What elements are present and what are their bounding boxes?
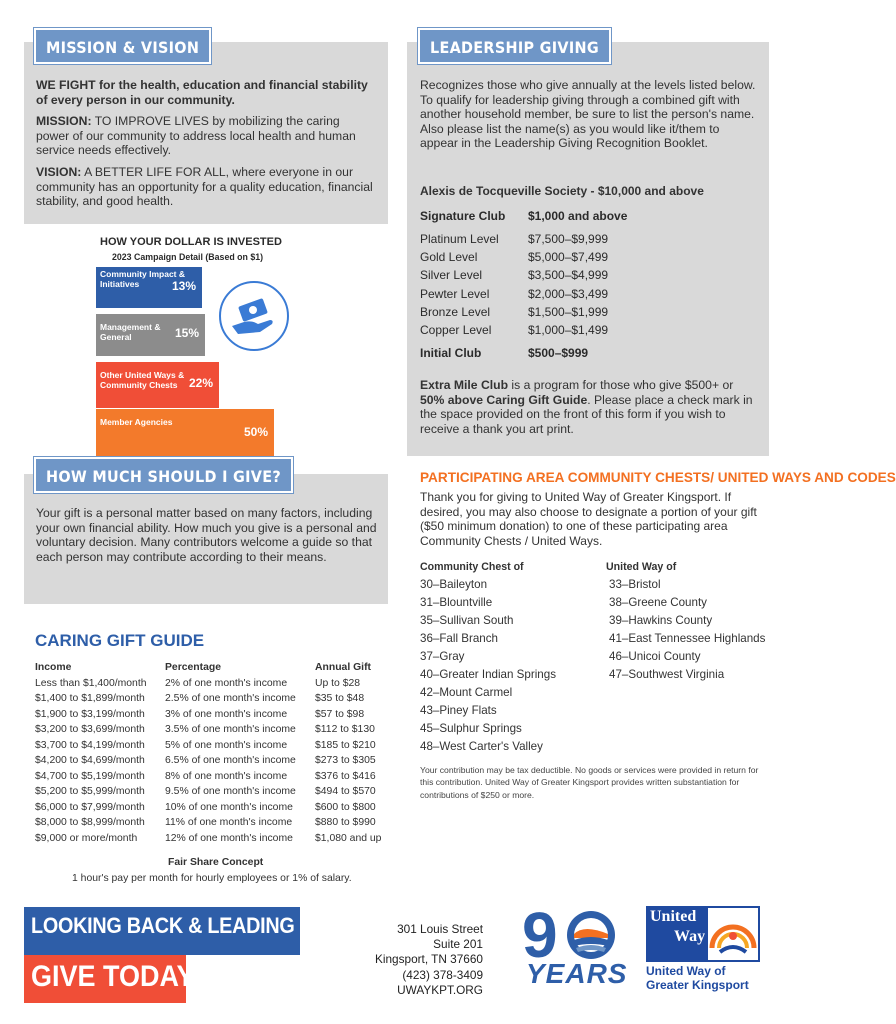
chest-item: 48–West Carter's Valley (420, 740, 543, 753)
initial-club-range: $500–$999 (528, 346, 589, 360)
chest-item: 45–Sulphur Springs (420, 722, 522, 735)
chest-item: 46–Unicoi County (609, 650, 701, 663)
bar-1 (96, 314, 205, 356)
leader-intro: Recognizes those who give annually at the levels listed below. To qualify for leadership giving through a combined gift with another household member, be sure to list the person's name. Also please list the name(s) as you would like it/them to appear in the Leadership Giving Recognition Booklet. (420, 78, 756, 151)
uw-logo-word-1: United (650, 908, 697, 925)
guide-cell: 10% of one month's income (165, 801, 293, 813)
extra-mile-bold: 50% above Caring Gift Guide (420, 392, 588, 407)
guide-row (35, 800, 395, 816)
united-way-logo (646, 906, 760, 962)
guide-cell: 5% of one month's income (165, 739, 288, 751)
bar-0 (96, 267, 202, 308)
guide-cell: $3,700 to $4,199/month (35, 739, 145, 751)
header-percentage: Percentage (165, 662, 222, 673)
guide-cell: 2% of one month's income (165, 677, 288, 689)
guide-cell: $35 to $48 (315, 693, 365, 704)
gift-guide-table (35, 660, 395, 846)
participating-title: PARTICIPATING AREA COMMUNITY CHESTS/ UNITED WAYS AND CODES (420, 470, 896, 485)
extra-mile-title: Extra Mile Club (420, 378, 509, 392)
chest-item: 41–East Tennessee Highlands (609, 632, 766, 645)
guide-cell: $112 to $130 (315, 724, 375, 735)
community-chest-list (420, 576, 556, 756)
bar-label: Management & General (100, 322, 161, 342)
mission-statement (36, 114, 376, 158)
level-name: Silver Level (420, 268, 483, 283)
guide-cell: $494 to $570 (315, 786, 376, 797)
guide-cell: Up to $28 (315, 677, 361, 689)
level-name: Platinum Level (420, 232, 499, 246)
signature-club (420, 207, 627, 225)
guide-row (35, 815, 395, 831)
chest-item: 42–Mount Carmel (420, 686, 513, 699)
chest-item: 38–Greene County (609, 596, 707, 609)
guide-row (35, 784, 395, 800)
guide-cell: $273 to $305 (315, 755, 376, 766)
fight-statement: WE FIGHT for the health, education and financial stability of every person in our community. (36, 78, 368, 107)
guide-cell: 6.5% of one month's income (165, 755, 296, 766)
vision-label: VISION: (36, 164, 82, 179)
bar-value: 50% (243, 425, 268, 439)
mission-tab: MISSION & VISION (34, 28, 211, 64)
chest-item: 33–Bristol (609, 578, 661, 591)
col1-head: Community Chest of (420, 561, 524, 573)
level-range: $1,000–$1,499 (528, 323, 609, 338)
vision-statement (36, 165, 376, 209)
guide-title: CARING GIFT GUIDE (35, 631, 205, 650)
chest-item: 31–Blountville (420, 596, 493, 609)
give-text: Your gift is a personal matter based on many factors, including your own financial ability. How much you give is a personal and voluntary decision. Many contributors welcome a guide so that each person may contribute according to their means. (36, 506, 377, 564)
dollar-title: HOW YOUR DOLLAR IS INVESTED (100, 236, 282, 248)
guide-cell: $8,000 to $8,999/month (35, 817, 145, 828)
guide-cell: $4,700 to $5,199/month (35, 770, 145, 782)
mission-label: MISSION: (36, 114, 92, 129)
chest-item: 39–Hawkins County (609, 614, 713, 627)
bar-label: Other United Ways & Community Chests (100, 370, 185, 390)
chest-item: 40–Greater Indian Springs (420, 668, 556, 681)
fair-share-text: 1 hour's pay per month for hourly employees or 1% of salary. (72, 873, 352, 884)
years-word: YEARS (526, 958, 628, 989)
guide-row (35, 831, 395, 847)
guide-row (35, 769, 395, 785)
chest-item: 43–Piney Flats (420, 704, 497, 717)
initial-club (420, 344, 588, 362)
guide-cell: $600 to $800 (315, 801, 376, 813)
tocqueville-society: Alexis de Tocqueville Society - $10,000 and above (420, 184, 704, 198)
level-name: Copper Level (420, 323, 492, 338)
guide-rows (35, 676, 395, 847)
bar-value: 15% (174, 326, 199, 340)
give-today: GIVE TODAY! (31, 960, 204, 993)
address-line: UWAYKPT.ORG (397, 982, 483, 997)
give-tab: HOW MUCH SHOULD I GIVE? (34, 457, 293, 493)
level-row (420, 266, 608, 284)
chest-item: 47–Southwest Virginia (609, 668, 725, 681)
guide-cell: $185 to $210 (315, 739, 376, 751)
address-line: 301 Louis Street (397, 922, 483, 936)
guide-row (35, 691, 395, 707)
guide-cell: $57 to $98 (315, 708, 365, 720)
guide-cell: 2.5% of one month's income (165, 693, 296, 704)
level-range: $7,500–$9,999 (528, 232, 609, 246)
extra-mile-text-1: is a program for those who give $500+ or (508, 378, 734, 392)
initial-club-label: Initial Club (420, 346, 482, 360)
leader-levels (420, 230, 608, 339)
address-line: Suite 201 (433, 937, 483, 952)
tax-note: Your contribution may be tax deductible. No goods or services were provided in return for this contribution. United Way of Greater Kingsport provides written substantiation for contributions of $250 or more. (420, 765, 759, 800)
guide-row (35, 738, 395, 754)
guide-cell: $880 to $990 (315, 817, 376, 828)
united-way-list (609, 576, 765, 684)
vision-body: A BETTER LIFE FOR ALL, where everyone in our community has an opportunity for a quality education, financial stability, and good health. (36, 164, 373, 209)
guide-cell: $1,900 to $3,199/month (35, 708, 145, 720)
nine-digit: 9 (522, 899, 558, 971)
level-row (420, 248, 608, 266)
chest-item: 37–Gray (420, 650, 465, 663)
guide-cell: 3% of one month's income (165, 708, 288, 720)
guide-row (35, 722, 395, 738)
hand-money-icon (218, 280, 290, 352)
uw-logo-word-2: Way (674, 928, 706, 945)
zero-waves-icon (564, 908, 618, 962)
bar-label: Community Impact & Initiatives (100, 269, 186, 289)
col2-head: United Way of (606, 561, 677, 573)
ninety-years-logo (520, 899, 628, 996)
participating-intro: Thank you for giving to United Way of Greater Kingsport. If desired, you may also choose to designate a portion of your gift ($50 minimum donation) to one of these participating area Community Chests / United Ways. (420, 490, 757, 548)
extra-mile (420, 378, 760, 436)
level-name: Gold Level (420, 250, 478, 265)
header-annual-gift: Annual Gift (315, 662, 371, 673)
guide-cell: 3.5% of one month's income (165, 724, 296, 735)
bar-label: Member Agencies (100, 417, 173, 427)
uw-name-1: United Way of (646, 964, 726, 978)
bar-3 (96, 409, 274, 459)
uw-rainbow-icon (708, 908, 758, 960)
extra-mile-text-2: . Please place a check mark in the space provided on the front of this form if you wish to receive a thank you art print. (420, 392, 753, 436)
guide-cell: 9.5% of one month's income (165, 786, 296, 797)
level-name: Bronze Level (420, 304, 491, 319)
uw-name-2: Greater Kingsport (646, 978, 749, 992)
chest-item: 30–Baileyton (420, 578, 488, 591)
bar-2 (96, 362, 219, 408)
guide-cell: $6,000 to $7,999/month (35, 801, 145, 813)
chest-item: 35–Sullivan South (420, 614, 514, 627)
level-range: $2,000–$3,499 (528, 286, 609, 301)
guide-cell: $5,200 to $5,999/month (35, 786, 145, 797)
header-income: Income (35, 662, 72, 673)
signature-club-range: $1,000 and above (528, 209, 628, 223)
level-row (420, 285, 608, 303)
mission-body: TO IMPROVE LIVES by mobilizing the caring power of our community to address local health and human service needs effectively. (36, 114, 356, 158)
fair-share-title: Fair Share Concept (168, 857, 264, 868)
guide-cell: 12% of one month's income (165, 832, 293, 844)
level-range: $3,500–$4,999 (528, 268, 609, 283)
mission-text (36, 78, 376, 209)
guide-row (35, 707, 395, 723)
level-row (420, 303, 608, 321)
chest-item: 36–Fall Branch (420, 632, 498, 645)
level-range: $5,000–$7,499 (528, 250, 609, 265)
level-row (420, 321, 608, 339)
guide-cell: $376 to $416 (315, 770, 376, 782)
signature-club-label: Signature Club (420, 209, 506, 223)
bar-value: 13% (171, 278, 196, 293)
address-line: Kingsport, TN 37660 (375, 952, 483, 967)
guide-cell: 8% of one month's income (165, 770, 288, 782)
guide-row (35, 753, 395, 769)
dollar-subtitle: 2023 Campaign Detail (Based on $1) (112, 252, 264, 262)
guide-cell: $3,200 to $3,699/month (35, 724, 145, 735)
guide-cell: $9,000 or more/month (35, 832, 138, 844)
level-range: $1,500–$1,999 (528, 304, 609, 319)
guide-cell: 11% of one month's income (165, 817, 293, 828)
leader-tab: LEADERSHIP GIVING (418, 28, 611, 64)
address-block (330, 922, 483, 998)
level-row (420, 230, 608, 248)
level-name: Pewter Level (420, 286, 490, 301)
banner-line-1: LOOKING BACK & LEADING FORWARD (31, 913, 400, 938)
bar-value: 22% (188, 376, 213, 390)
guide-cell: $4,200 to $4,699/month (35, 755, 145, 766)
guide-row (35, 676, 395, 692)
guide-header-row (35, 660, 395, 676)
guide-cell: Less than $1,400/month (35, 677, 147, 689)
guide-cell: $1,400 to $1,899/month (35, 693, 145, 704)
guide-cell: $1,080 and up (315, 832, 382, 844)
address-line: (423) 378-3409 (402, 967, 483, 982)
